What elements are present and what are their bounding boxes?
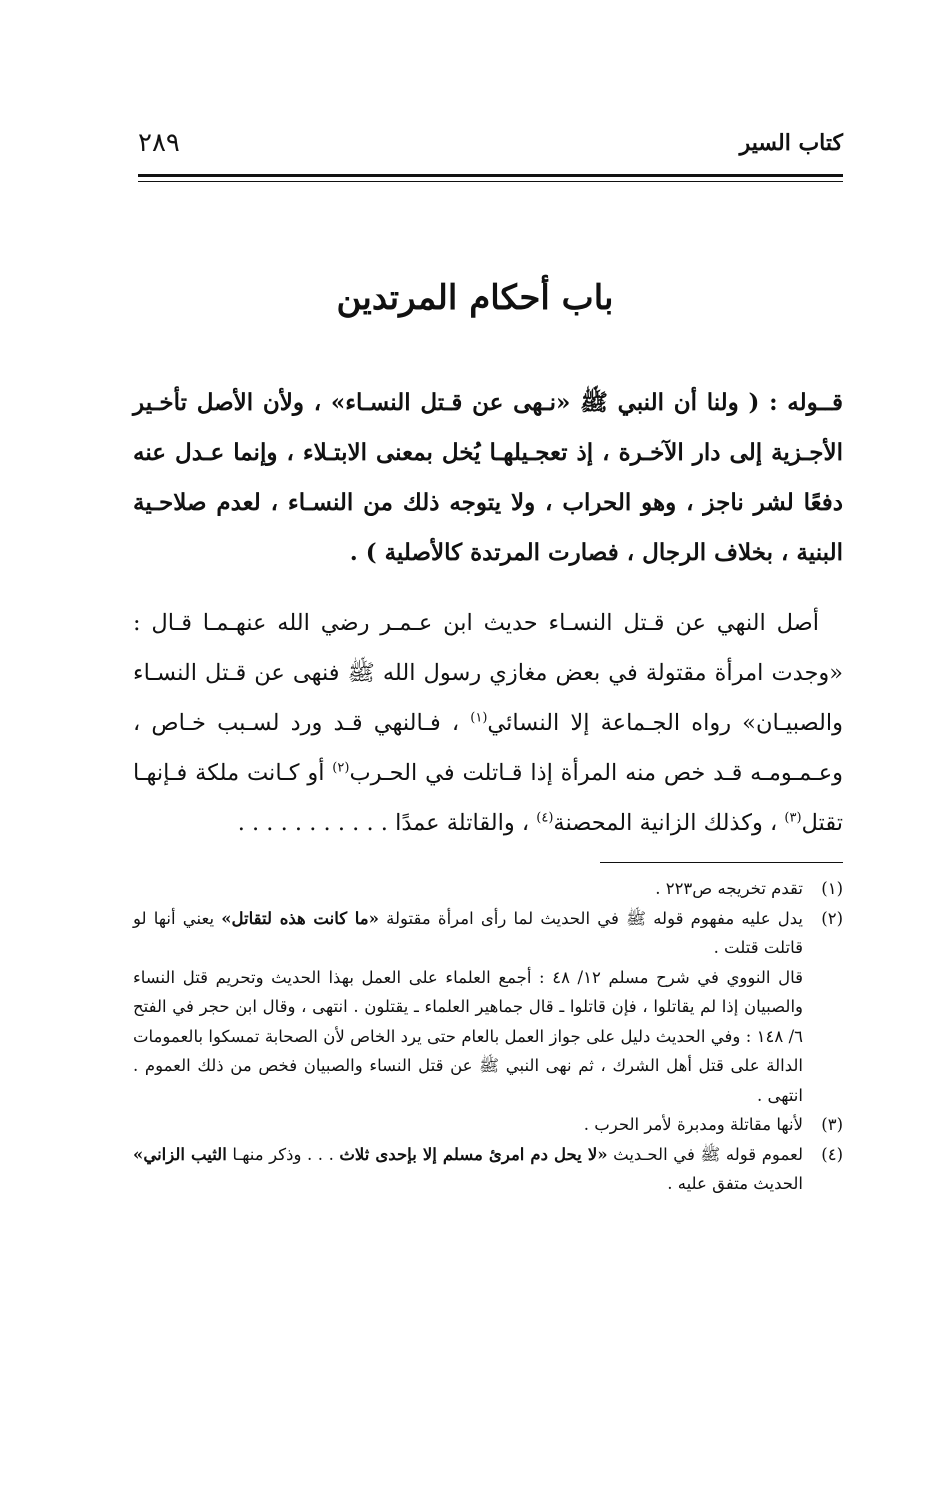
commentary-text: ، فـالنهي قـد ورد لسـبب خـاص ، وعـمـومـه قـد خص منه المرأة إذا قـاتلت في الحـرب	[133, 710, 843, 786]
footnotes	[133, 874, 843, 1199]
footnote-ref: (٤)	[536, 810, 554, 826]
quote-body: ( ولنا أن النبي ﷺ «نـهى عن قـتل النسـاء» ، ولأن الأصل تأخـير الأجـزية إلى دار الآخـرة ، إذ تعجـيلهـا يُخل بمعنى الابتـلاء ، وإنما عـدل عنه دفعًا لشر ناجز ، وهو الحراب ، ولا يتوجه ذلك من النسـاء ، لعدم صلاحـية البنية ، بخلاف الرجال ، فصارت المرتدة كالأصلية ) .	[133, 389, 843, 566]
footnote-text-part: الحديث متفق عليه .	[667, 1174, 803, 1193]
commentary-text: أو كـانت ملكة فـإنهـا تقتل	[133, 760, 843, 836]
ellipsis: . . . . . . . . . . .	[237, 810, 388, 836]
header-rule-thin	[138, 181, 843, 182]
footnote	[133, 874, 843, 904]
footnote-number: (٤)	[821, 1144, 843, 1164]
hadith-quote: «ما كانت هذه لتقاتل»	[221, 908, 379, 928]
footnote-text: تقدم تخريجه ص٢٢٣ .	[655, 879, 803, 898]
page-number: ٢٨٩	[138, 128, 180, 158]
commentary-paragraph	[133, 598, 843, 848]
footnote-text-part: يعني أنها لو قاتلت قتلت .	[133, 908, 803, 957]
footnote-number: (٢)	[821, 908, 843, 928]
footnote	[133, 1140, 843, 1199]
footnote-text	[133, 904, 803, 963]
footnote-number: (٣)	[821, 1115, 843, 1134]
hadith-quote: الثيب الزاني»	[133, 1144, 227, 1164]
footnote-ref: (٣)	[784, 810, 802, 826]
footnote-ref: (١)	[470, 710, 488, 726]
footnote-number: (١)	[821, 879, 843, 898]
book-title: كتاب السير	[739, 130, 843, 156]
footnote	[133, 1110, 843, 1140]
hadith-quote: «لا يحل دم امرئ مسلم إلا بإحدى ثلاث	[339, 1144, 608, 1164]
header-rule	[138, 174, 843, 177]
running-header	[138, 128, 843, 168]
footnote-text-part: يدل عليه مفهوم قوله ﷺ في الحديث لما رأى امرأة مقتولة	[378, 908, 803, 928]
footnote-text: لأنها مقاتلة ومدبرة لأمر الحرب .	[583, 1115, 803, 1134]
footnote	[133, 904, 843, 963]
footnote-text	[133, 1140, 803, 1199]
chapter-title: باب أحكام المرتدين	[336, 278, 614, 318]
quote-lead: قــوله :	[769, 389, 843, 416]
footnote-continuation: قال النووي في شرح مسلم ١٢/ ٤٨ : أجمع العلماء على العمل بهذا الحديث وتحريم قتل النساء والصبيان إذا لم يقاتلوا ، فإن قاتلوا ـ قال جماهير العلماء ـ يقتلون . انتهى ، وقال ابن حجر في الفتح ٦/ ١٤٨ : وفي الحديث دليل على جواز العمل بالعام حتى يرد الخاص لأن الصحابة تمسكوا بالعمومات الدالة على قتل أهل الشرك ، ثم نهى النبي ﷺ عن قتل النساء والصبيان فخص من ذلك العموم . انتهى .	[133, 967, 803, 1105]
commentary-text: أصل النهي عن قـتل النسـاء حديث ابن عـمـر رضي الله عنهـمـا قـال : «وجدت امرأة مقتولة في بعض مغازي رسول الله ﷺ فنهى عن قـتل النسـاء والصبيـان» رواه الجـماعة إلا النسائي	[133, 610, 843, 736]
footnote-separator	[600, 862, 843, 863]
quoted-text-paragraph	[133, 378, 843, 578]
commentary-text: ، وكذلك الزانية المحصنة	[553, 810, 785, 836]
footnote-ref: (٢)	[332, 760, 350, 776]
footnote-text-part: . . . وذكر منهـا	[226, 1144, 340, 1164]
commentary-text: ، والقاتلة عمدًا	[395, 810, 537, 836]
footnote-text-part: لعموم قوله ﷺ في الحـديث	[607, 1144, 803, 1164]
